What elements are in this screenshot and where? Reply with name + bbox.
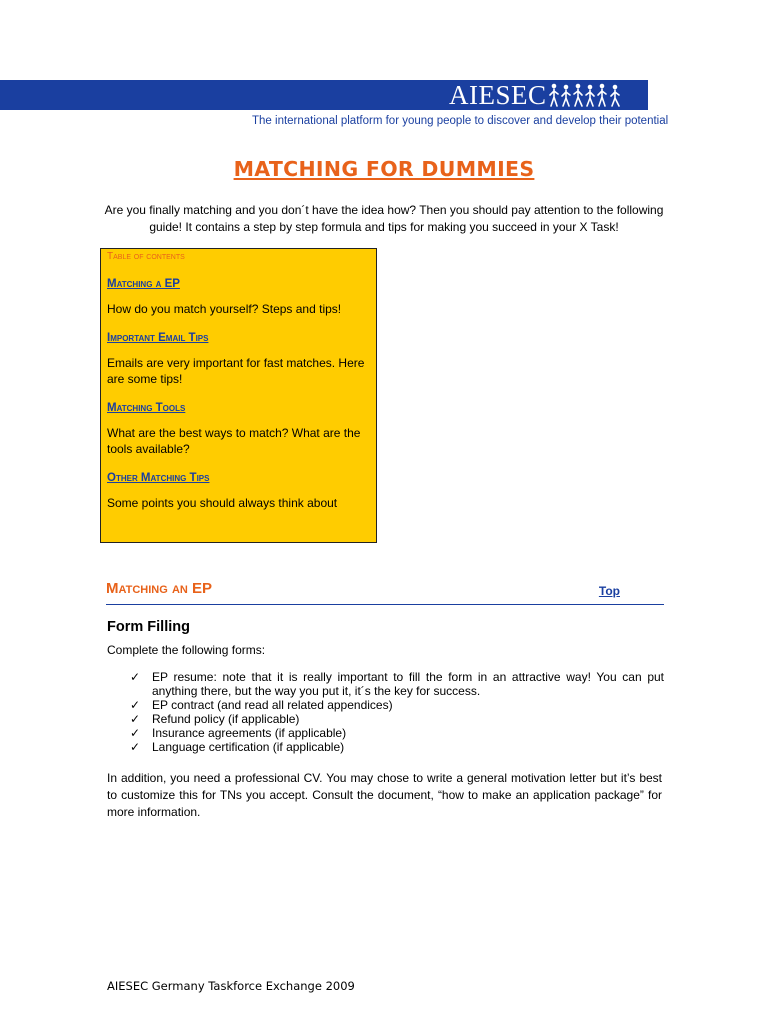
checklist-item: ✓ Language certification (if applicable) bbox=[130, 740, 345, 754]
toc-link-other-tips[interactable]: Other Matching Tips bbox=[107, 472, 210, 484]
checkmark-icon: ✓ bbox=[130, 712, 141, 726]
page-footer: AIESEC Germany Taskforce Exchange 2009 bbox=[107, 979, 355, 993]
toc-description: What are the best ways to match? What are the tools available? bbox=[107, 426, 361, 456]
checklist-item: ✓ EP resume: note that it is really important to fill the form in an attractive way! You can put anything there, but the way you put it, it´s the key for success. bbox=[130, 670, 664, 698]
toc-description: Emails are very important for fast matches. Here are some tips! bbox=[107, 356, 365, 386]
subheading: Form Filling bbox=[107, 619, 190, 635]
lead-text: Complete the following forms: bbox=[107, 643, 266, 657]
toc-description: How do you match yourself? Steps and tips! bbox=[107, 302, 342, 316]
checklist-item: ✓ Refund policy (if applicable) bbox=[130, 712, 300, 726]
checkmark-icon: ✓ bbox=[130, 698, 141, 712]
closing-paragraph: In addition, you need a professional CV. You may chose to write a general motivation letter but it’s best to customize this for TNs you accept. Consult the document, “how to make an application package” for more information. bbox=[107, 771, 662, 819]
intro-paragraph: Are you finally matching and you don´t have the idea how? Then you should pay attention to the following guide! It contains a step by step formula and tips for making you succeed in your X Task! bbox=[104, 203, 664, 234]
tagline: The international platform for young people to discover and develop their potential bbox=[252, 115, 669, 127]
brand-name: AIESEC bbox=[449, 79, 547, 110]
checkmark-icon: ✓ bbox=[130, 740, 141, 754]
toc-title: Table of contents bbox=[107, 251, 185, 262]
toc-link-email-tips[interactable]: Important Email Tips bbox=[107, 332, 209, 344]
brand-logo bbox=[445, 80, 623, 110]
checkmark-icon: ✓ bbox=[130, 670, 141, 684]
page-title-text: MATCHING FOR DUMMIES bbox=[233, 157, 535, 181]
top-link[interactable]: Top bbox=[598, 584, 620, 598]
table-of-contents bbox=[100, 248, 377, 543]
checklist-item: ✓ EP contract (and read all related appendices) bbox=[130, 698, 393, 712]
checkmark-icon: ✓ bbox=[130, 726, 141, 740]
section-title: Matching an EP bbox=[106, 580, 213, 597]
checklist-item: ✓ Insurance agreements (if applicable) bbox=[130, 726, 347, 740]
section-header bbox=[106, 580, 664, 605]
page-title bbox=[0, 157, 768, 181]
toc-link-matching-ep[interactable]: Matching a EP bbox=[107, 278, 180, 290]
toc-link-matching-tools[interactable]: Matching Tools bbox=[107, 402, 186, 414]
checklist bbox=[130, 670, 664, 754]
people-figures-icon bbox=[549, 82, 623, 108]
toc-description: Some points you should always think about bbox=[107, 496, 338, 510]
